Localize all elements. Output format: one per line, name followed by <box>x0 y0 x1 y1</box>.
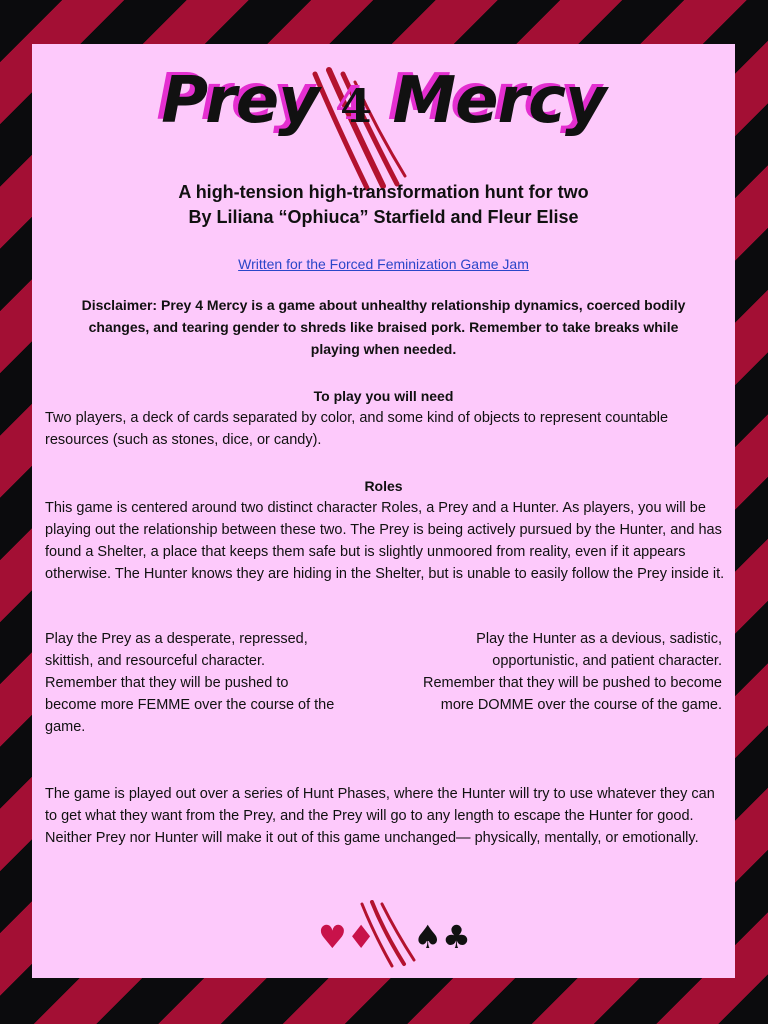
game-title <box>32 64 735 138</box>
game-jam-link[interactable]: Written for the Forced Feminization Game Jam <box>238 256 529 272</box>
title-prey: Prey <box>161 64 341 138</box>
spade-icon: ♠ <box>413 918 443 956</box>
subtitle-tagline: A high-tension high-transformation hunt for two <box>178 182 589 202</box>
club-icon: ♣ <box>442 918 471 956</box>
card-suits <box>318 912 478 962</box>
subtitle-authors: By Liliana “Ophiuca” Starfield and Fleur Elise <box>188 207 579 227</box>
prey-description: Play the Prey as a desperate, repressed, skittish, and resourceful character. Remember that they will be pushed to become more FEMME over the course of the game. <box>45 631 335 735</box>
heart-icon: ♥ <box>318 918 347 956</box>
hunter-description: Play the Hunter as a devious, sadistic, opportunistic, and patient character. Remember that they will be pushed to become more DOMME over the course of the game. <box>422 631 722 713</box>
title-four: 4 <box>340 79 372 133</box>
rules-page <box>32 44 735 978</box>
title-mercy: Mercy <box>371 64 606 138</box>
roles-text: This game is centered around two distinct character Roles, a Prey and a Hunter. As players, you will be playing out the relationship between these two. The Prey is being actively pursued by the Hunter, and has found a Shelter, a place that keeps them safe but is slightly unmoored from reality, even if it appears otherwise. The Hunter knows they are hiding in the Shelter, but is unable to easily follow the Prey inside it. <box>45 500 725 582</box>
need-heading: To play you will need <box>313 388 454 404</box>
disclaimer: Disclaimer: Prey 4 Mercy is a game about unhealthy relationship dynamics, coerced bodily changes, and tearing gender to shreds like braised pork. Remember to take breaks while playing when needed. <box>81 297 686 357</box>
need-text: Two players, a deck of cards separated by color, and some kind of objects to represent countable resources (such as stones, dice, or candy). <box>45 410 669 448</box>
subtitle <box>32 180 735 230</box>
hunt-phases-text: The game is played out over a series of Hunt Phases, where the Hunter will try to use whatever they can to get what they want from the Prey, and the Prey will go to any length to escape the Hunter for good. Neither Prey nor Hunter will make it out of this game unchanged— physically, mentally, or emotionally. <box>45 786 715 846</box>
diamond-icon: ♦ <box>346 918 376 956</box>
roles-heading: Roles <box>364 478 403 494</box>
